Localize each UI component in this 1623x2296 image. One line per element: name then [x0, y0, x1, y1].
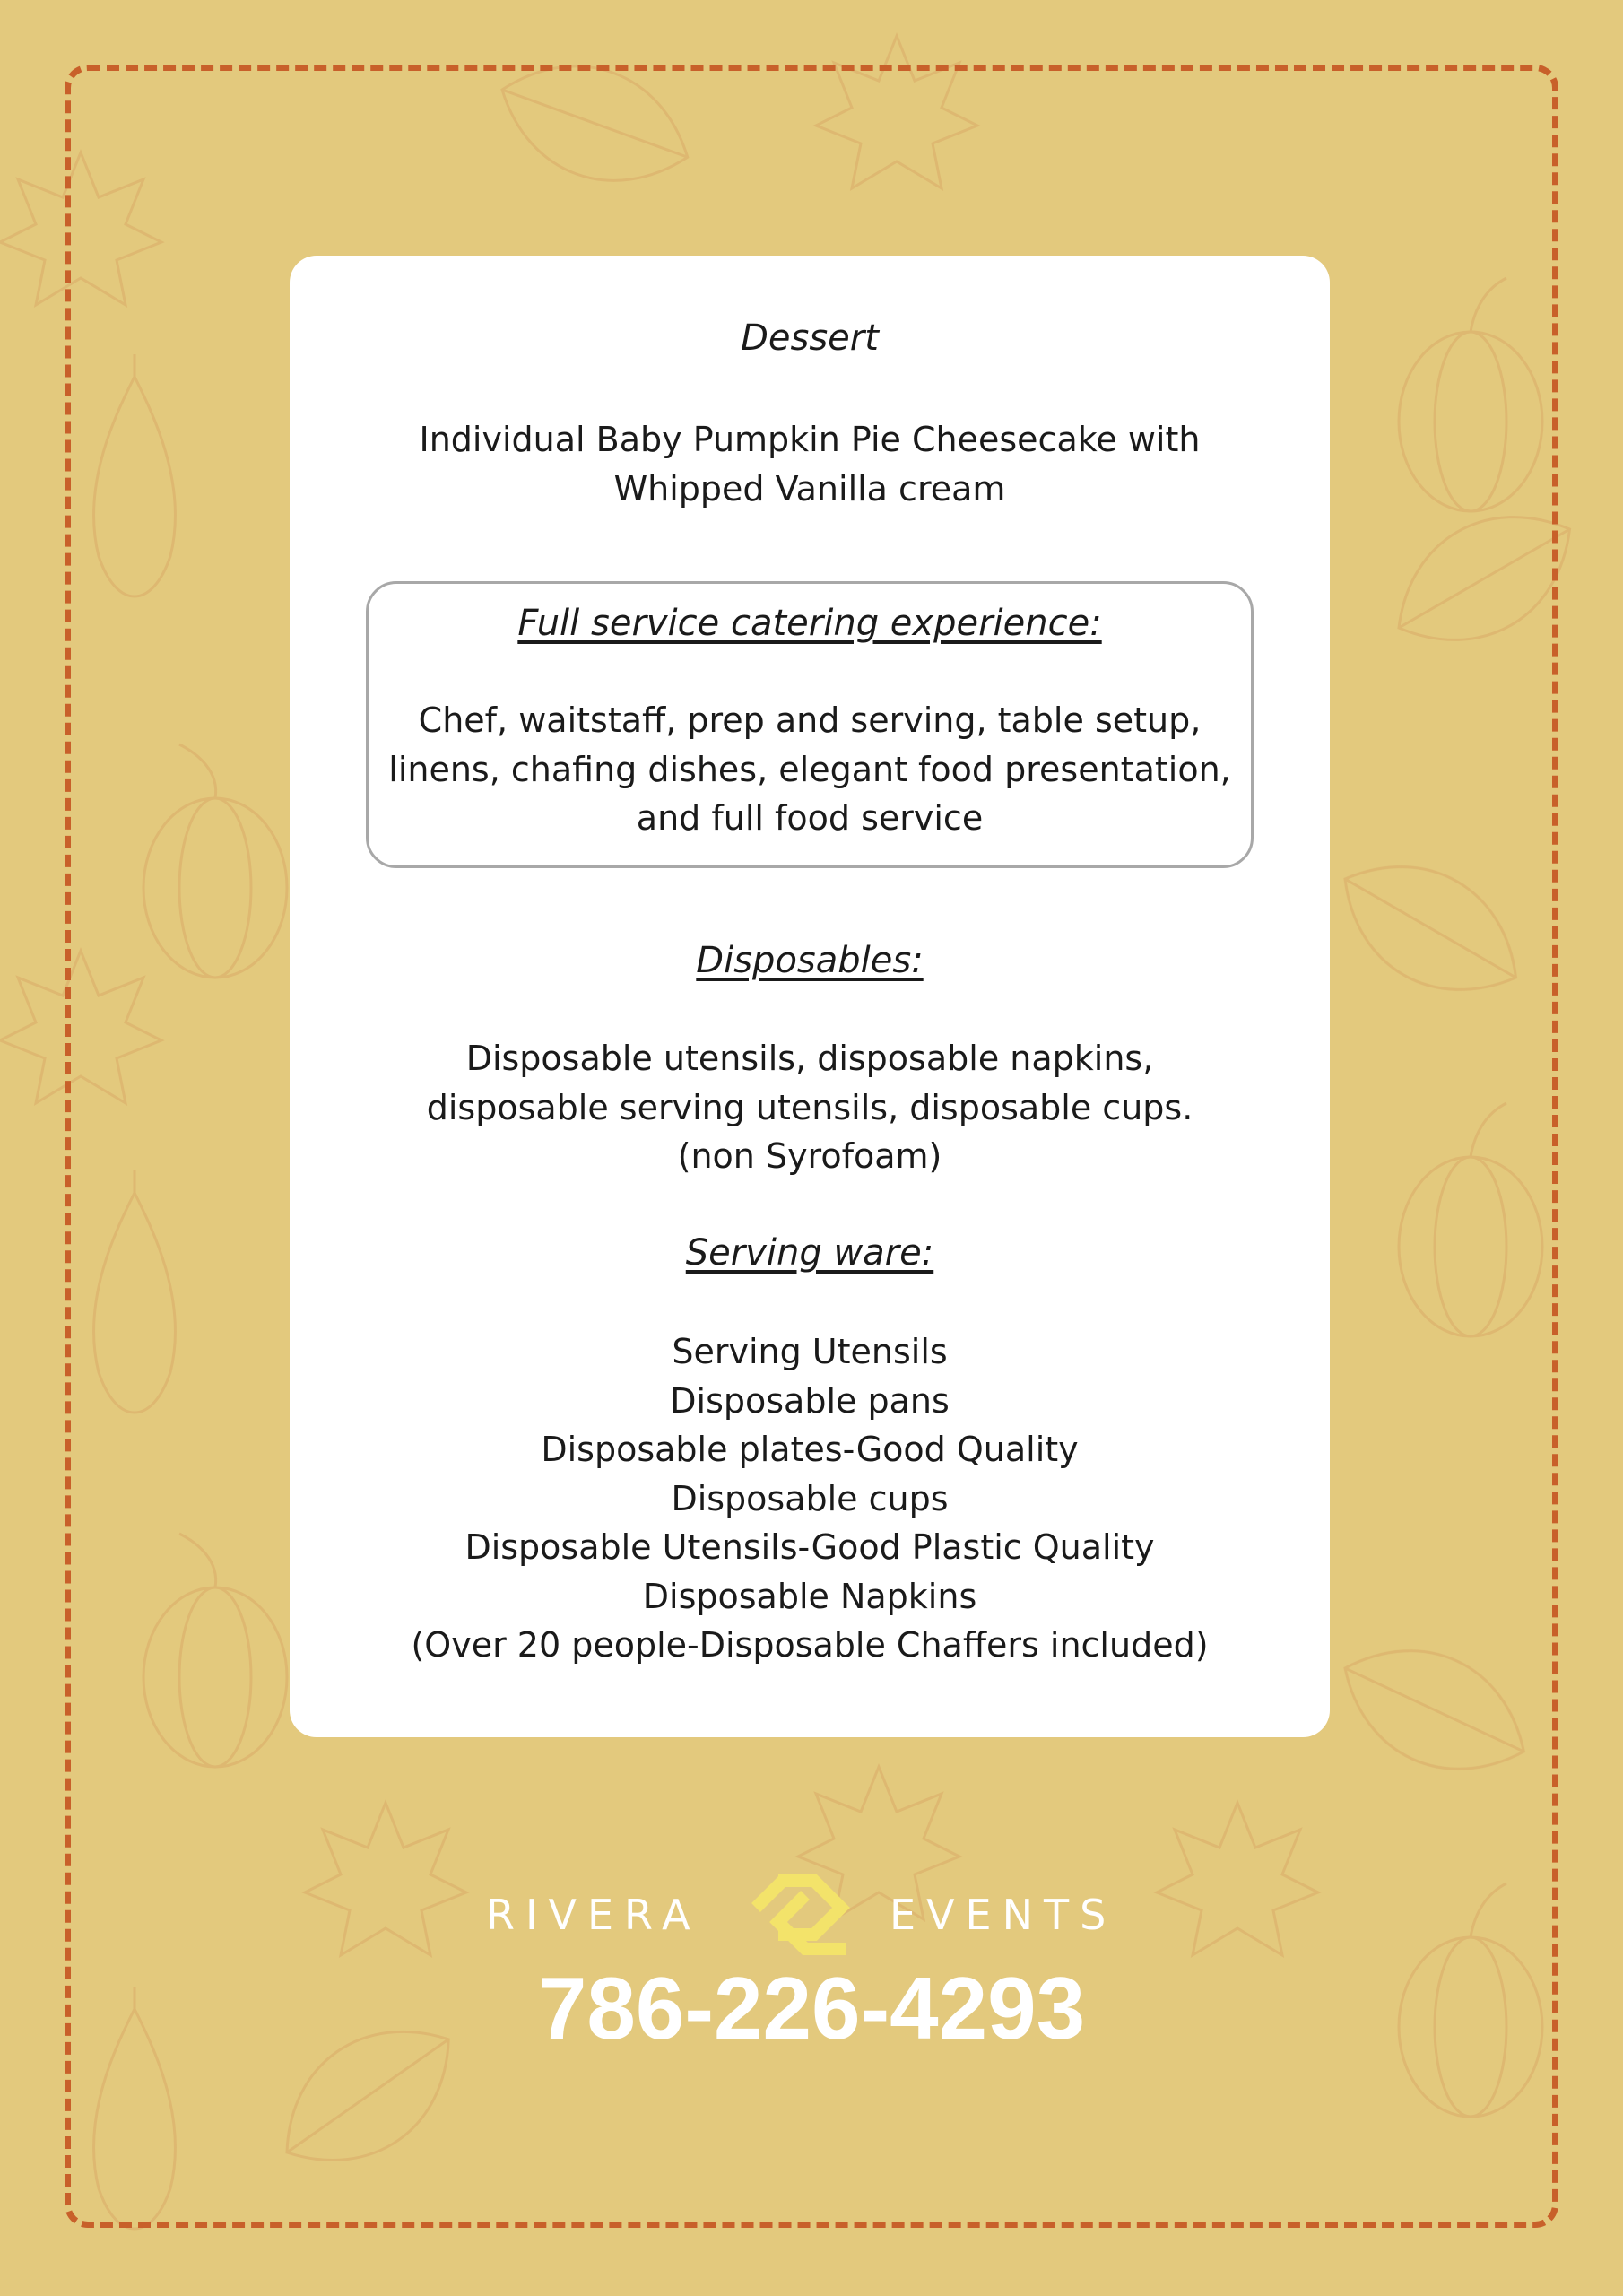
rivera-events-logo-icon — [742, 1870, 877, 1960]
list-item: Disposable plates-Good Quality — [541, 1430, 1079, 1469]
service-title: Full service catering experience: — [517, 603, 1102, 644]
phone-number[interactable]: 786-226-4293 — [537, 1959, 1086, 2057]
brand-lockup — [0, 1870, 1623, 1960]
list-item: Disposable pans — [670, 1380, 950, 1421]
serving-ware-title: Serving ware: — [685, 1232, 934, 1274]
disposables-description: Disposable utensils, disposable napkins, disposable serving utensils, disposable cups. (non Syrofoam) — [426, 1039, 1193, 1176]
service-description: Chef, waitstaff, prep and serving, table setup, linens, chafing dishes, elegant food presentation, and full food service — [388, 700, 1231, 838]
dessert-description: Individual Baby Pumpkin Pie Cheesecake with Whipped Vanilla cream — [419, 420, 1201, 509]
serving-ware-list — [290, 1327, 1330, 1670]
list-item: (Over 20 people-Disposable Chaffers included) — [411, 1625, 1209, 1665]
brand-name-right: EVENTS — [890, 1891, 1117, 1939]
list-item: Disposable Utensils-Good Plastic Quality — [464, 1527, 1155, 1567]
menu-card — [290, 256, 1330, 1737]
disposables-title: Disposables: — [696, 940, 924, 981]
service-box — [366, 581, 1254, 868]
brand-name-left: RIVERA — [486, 1891, 701, 1939]
list-item: Serving Utensils — [672, 1332, 948, 1371]
list-item: Disposable cups — [671, 1478, 949, 1518]
list-item: Disposable Napkins — [642, 1576, 977, 1616]
dessert-title: Dessert — [741, 317, 879, 359]
